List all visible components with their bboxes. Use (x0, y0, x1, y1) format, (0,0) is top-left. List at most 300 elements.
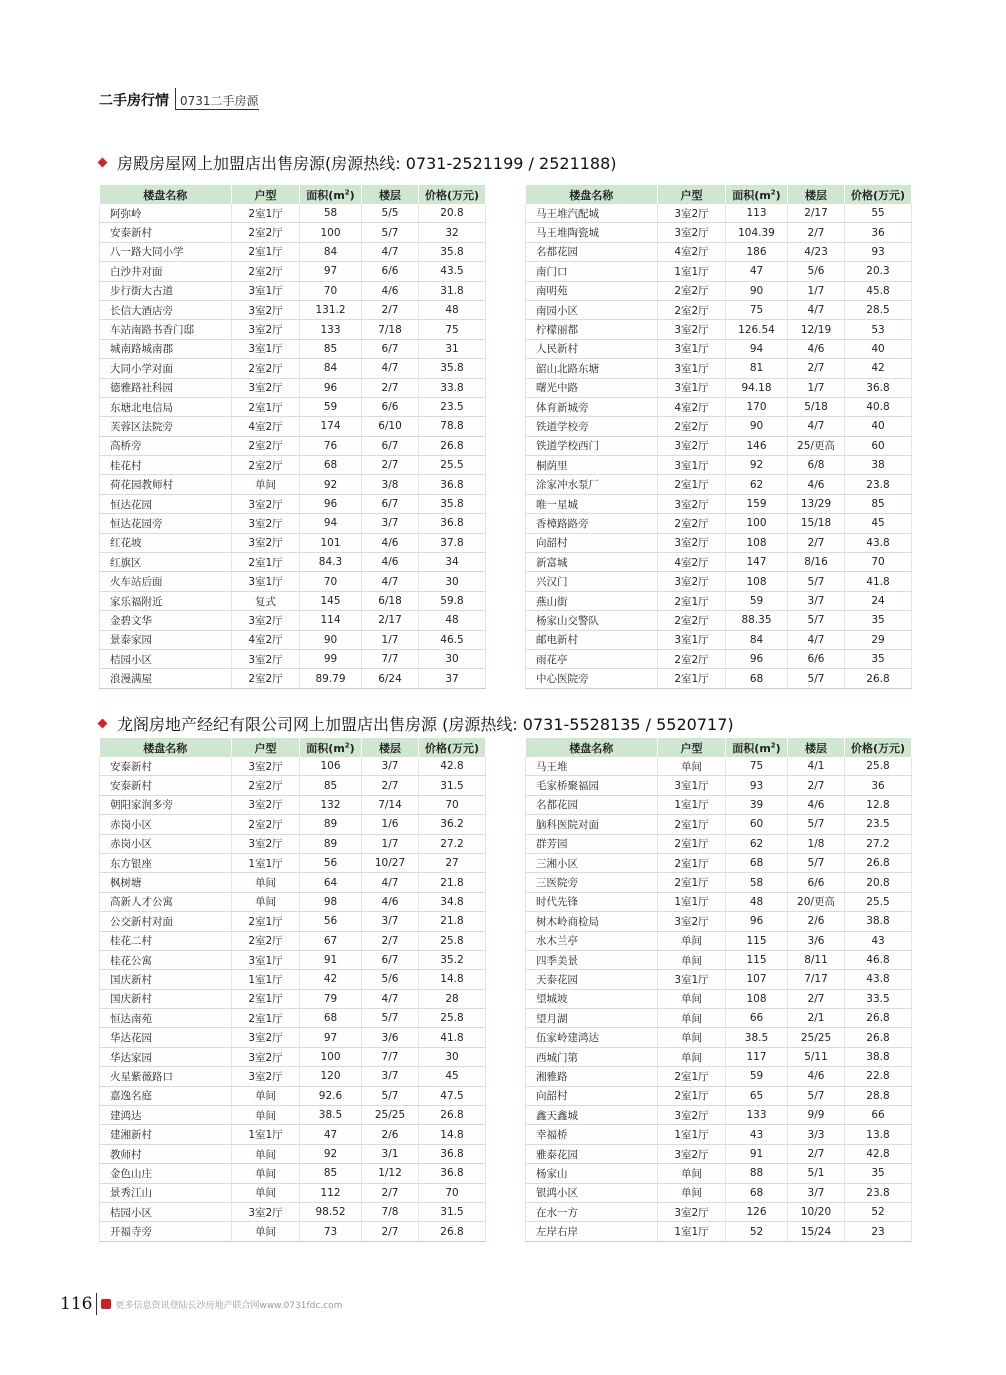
layout-cell: 4室2厅 (658, 397, 726, 416)
area-cell: 170 (726, 397, 788, 416)
table-row (100, 553, 486, 572)
floor-cell: 6/6 (788, 649, 845, 668)
price-cell: 26.8 (845, 853, 912, 872)
price-cell: 35.8 (419, 359, 486, 378)
area-cell: 174 (300, 417, 362, 436)
property-name-cell: 杨家山 (526, 1164, 658, 1183)
price-cell: 42 (845, 359, 912, 378)
price-cell: 36.2 (419, 815, 486, 834)
floor-cell: 2/17 (788, 204, 845, 223)
table-row (100, 1202, 486, 1221)
layout-cell: 2室1厅 (658, 591, 726, 610)
floor-cell: 2/7 (362, 1183, 419, 1202)
area-cell: 98 (300, 892, 362, 911)
col-layout-header: 户型 (658, 738, 726, 757)
area-cell: 85 (300, 339, 362, 358)
price-cell: 38.8 (845, 1047, 912, 1066)
property-name-cell: 铁道学校旁 (526, 417, 658, 436)
table-row (100, 970, 486, 989)
table-row (100, 1222, 486, 1241)
price-cell: 28.5 (845, 300, 912, 319)
table-row (526, 1202, 912, 1221)
table-row (100, 572, 486, 591)
layout-cell: 单间 (232, 1164, 300, 1183)
layout-cell: 2室1厅 (658, 873, 726, 892)
col-name-header: 楼盘名称 (100, 738, 232, 757)
floor-cell: 4/7 (788, 630, 845, 649)
price-cell: 35 (845, 649, 912, 668)
property-name-cell: 新富城 (526, 553, 658, 572)
table-row (100, 873, 486, 892)
layout-cell: 2室1厅 (658, 853, 726, 872)
table-row (100, 815, 486, 834)
price-cell: 20.8 (845, 873, 912, 892)
table-row (526, 1125, 912, 1144)
price-cell: 33.8 (419, 378, 486, 397)
layout-cell: 单间 (232, 1144, 300, 1163)
table-row (100, 649, 486, 668)
property-name-cell: 红花坡 (100, 533, 232, 552)
section-1-title-text: 房殿房屋网上加盟店出售房源(房源热线: 0731-2521199 / 2521188) (117, 154, 617, 173)
floor-cell: 1/7 (362, 834, 419, 853)
area-cell: 93 (726, 776, 788, 795)
price-cell: 34 (419, 553, 486, 572)
layout-cell: 2室1厅 (658, 669, 726, 688)
floor-cell: 15/18 (788, 514, 845, 533)
floor-cell: 3/7 (362, 757, 419, 776)
area-cell: 98.52 (300, 1202, 362, 1221)
price-cell: 37 (419, 669, 486, 688)
area-cell: 84.3 (300, 553, 362, 572)
table-row (526, 494, 912, 513)
property-name-cell: 鑫天鑫城 (526, 1106, 658, 1125)
property-name-cell: 芙蓉区法院旁 (100, 417, 232, 436)
floor-cell: 15/24 (788, 1222, 845, 1241)
area-cell: 97 (300, 262, 362, 281)
area-cell: 92.6 (300, 1086, 362, 1105)
area-cell: 108 (726, 533, 788, 552)
price-cell: 60 (845, 436, 912, 455)
layout-cell: 3室2厅 (232, 649, 300, 668)
table-row (526, 533, 912, 552)
floor-cell: 4/23 (788, 242, 845, 261)
floor-cell: 7/17 (788, 970, 845, 989)
area-cell: 120 (300, 1067, 362, 1086)
table-row (526, 553, 912, 572)
floor-cell: 5/18 (788, 397, 845, 416)
table-row (526, 1164, 912, 1183)
price-cell: 31.8 (419, 281, 486, 300)
table-row (100, 223, 486, 242)
layout-cell: 4室2厅 (232, 417, 300, 436)
property-name-cell: 步行街大古道 (100, 281, 232, 300)
layout-cell: 复式 (232, 591, 300, 610)
layout-cell: 单间 (232, 1086, 300, 1105)
price-cell: 27.2 (419, 834, 486, 853)
area-cell: 47 (300, 1125, 362, 1144)
price-cell: 70 (419, 795, 486, 814)
table-row (526, 1183, 912, 1202)
price-cell: 22.8 (845, 1067, 912, 1086)
table-row (526, 281, 912, 300)
area-cell: 38.5 (726, 1028, 788, 1047)
table-row (526, 1009, 912, 1028)
layout-cell: 3室2厅 (232, 494, 300, 513)
table-row (100, 339, 486, 358)
layout-cell: 3室1厅 (658, 456, 726, 475)
floor-cell: 6/10 (362, 417, 419, 436)
listing-table (525, 185, 912, 689)
area-header-close: ) (349, 741, 355, 755)
section-2-title (99, 712, 734, 735)
floor-cell: 3/6 (362, 1028, 419, 1047)
property-name-cell: 赤岗小区 (100, 834, 232, 853)
floor-cell: 2/7 (362, 931, 419, 950)
area-cell: 147 (726, 553, 788, 572)
floor-cell: 5/5 (362, 204, 419, 223)
area-cell: 59 (300, 397, 362, 416)
layout-cell: 2室2厅 (658, 611, 726, 630)
table-row (100, 611, 486, 630)
layout-cell: 3室2厅 (658, 436, 726, 455)
floor-cell: 4/1 (788, 757, 845, 776)
layout-cell: 3室2厅 (232, 1028, 300, 1047)
table-row (100, 378, 486, 397)
price-cell: 35 (845, 1164, 912, 1183)
property-name-cell: 嘉逸名庭 (100, 1086, 232, 1105)
property-name-cell: 火车站后面 (100, 572, 232, 591)
area-cell: 90 (300, 630, 362, 649)
floor-cell: 4/7 (788, 300, 845, 319)
floor-cell: 4/6 (788, 1067, 845, 1086)
floor-cell: 2/7 (788, 359, 845, 378)
price-cell: 43.8 (845, 970, 912, 989)
property-name-cell: 桂花村 (100, 456, 232, 475)
layout-cell: 3室2厅 (232, 757, 300, 776)
area-cell: 186 (726, 242, 788, 261)
property-name-cell: 桐荫里 (526, 456, 658, 475)
floor-cell: 5/7 (788, 669, 845, 688)
property-name-cell: 东方银座 (100, 853, 232, 872)
area-cell: 91 (300, 950, 362, 969)
table-row (526, 456, 912, 475)
table-row (526, 795, 912, 814)
property-name-cell: 望城坡 (526, 989, 658, 1008)
layout-cell: 2室2厅 (658, 514, 726, 533)
area-header-text: 面积(m (306, 188, 345, 202)
price-cell: 35.8 (419, 494, 486, 513)
layout-cell: 1室1厅 (658, 262, 726, 281)
area-cell: 59 (726, 591, 788, 610)
floor-cell: 5/7 (788, 611, 845, 630)
floor-cell: 2/7 (362, 456, 419, 475)
table-row (100, 494, 486, 513)
price-cell: 21.8 (419, 912, 486, 931)
layout-cell: 3室1厅 (658, 630, 726, 649)
floor-cell: 12/19 (788, 320, 845, 339)
price-cell: 36 (845, 776, 912, 795)
table-row (526, 204, 912, 223)
property-name-cell: 景泰家园 (100, 630, 232, 649)
layout-cell: 单间 (658, 1009, 726, 1028)
table-row (526, 970, 912, 989)
floor-cell: 6/6 (788, 873, 845, 892)
price-cell: 53 (845, 320, 912, 339)
layout-cell: 单间 (232, 873, 300, 892)
area-cell: 104.39 (726, 223, 788, 242)
layout-cell: 1室1厅 (658, 795, 726, 814)
property-name-cell: 杨家山交警队 (526, 611, 658, 630)
property-name-cell: 时代先锋 (526, 892, 658, 911)
layout-cell: 3室1厅 (658, 339, 726, 358)
property-name-cell: 邮电新村 (526, 630, 658, 649)
layout-cell: 3室2厅 (232, 300, 300, 319)
area-cell: 100 (300, 223, 362, 242)
price-cell: 47.5 (419, 1086, 486, 1105)
property-name-cell: 高桥旁 (100, 436, 232, 455)
layout-cell: 2室1厅 (232, 553, 300, 572)
layout-cell: 2室2厅 (658, 649, 726, 668)
property-name-cell: 唯一星城 (526, 494, 658, 513)
area-cell: 92 (726, 456, 788, 475)
layout-cell: 2室1厅 (658, 815, 726, 834)
table-row (100, 1047, 486, 1066)
property-name-cell: 体育新城旁 (526, 397, 658, 416)
table-row (526, 950, 912, 969)
page-header (99, 88, 259, 110)
property-name-cell: 荷花园教师村 (100, 475, 232, 494)
layout-cell: 单间 (232, 1183, 300, 1202)
table-row (100, 1106, 486, 1125)
area-cell: 79 (300, 989, 362, 1008)
layout-cell: 单间 (658, 950, 726, 969)
area-cell: 91 (726, 1144, 788, 1163)
layout-cell: 2室2厅 (658, 417, 726, 436)
floor-cell: 1/7 (788, 378, 845, 397)
floor-cell: 2/6 (362, 1125, 419, 1144)
table-row (100, 456, 486, 475)
price-cell: 33.5 (845, 989, 912, 1008)
property-name-cell: 城南路城南郡 (100, 339, 232, 358)
table-row (100, 1067, 486, 1086)
price-cell: 26.8 (419, 436, 486, 455)
layout-cell: 1室1厅 (232, 970, 300, 989)
property-name-cell: 湘雅路 (526, 1067, 658, 1086)
table-row (526, 776, 912, 795)
table-header-row (526, 185, 912, 204)
layout-cell: 单间 (658, 1028, 726, 1047)
table-row (526, 475, 912, 494)
property-name-cell: 涂家冲水泵厂 (526, 475, 658, 494)
price-cell: 70 (419, 1183, 486, 1202)
price-cell: 36.8 (419, 1164, 486, 1183)
layout-cell: 3室1厅 (232, 339, 300, 358)
price-cell: 40 (845, 339, 912, 358)
layout-cell: 2室1厅 (232, 1009, 300, 1028)
price-cell: 37.8 (419, 533, 486, 552)
price-cell: 30 (419, 572, 486, 591)
layout-cell: 3室1厅 (232, 281, 300, 300)
floor-cell: 5/11 (788, 1047, 845, 1066)
property-name-cell: 西城门第 (526, 1047, 658, 1066)
floor-cell: 7/7 (362, 1047, 419, 1066)
layout-cell: 单间 (232, 892, 300, 911)
price-cell: 45.8 (845, 281, 912, 300)
property-name-cell: 雨花亭 (526, 649, 658, 668)
floor-cell: 7/18 (362, 320, 419, 339)
layout-cell: 3室2厅 (232, 795, 300, 814)
floor-cell: 2/1 (788, 1009, 845, 1028)
table-row (100, 281, 486, 300)
floor-cell: 3/8 (362, 475, 419, 494)
floor-cell: 6/7 (362, 494, 419, 513)
area-cell: 108 (726, 572, 788, 591)
price-cell: 43 (845, 931, 912, 950)
table-row (526, 359, 912, 378)
property-name-cell: 柠檬丽都 (526, 320, 658, 339)
floor-cell: 1/6 (362, 815, 419, 834)
floor-cell: 5/6 (362, 970, 419, 989)
table-row (526, 873, 912, 892)
table-row (100, 417, 486, 436)
layout-cell: 3室2厅 (658, 912, 726, 931)
area-header-sup: 2 (770, 187, 776, 196)
table-row (100, 853, 486, 872)
area-cell: 75 (726, 757, 788, 776)
property-name-cell: 东塘北电信局 (100, 397, 232, 416)
price-cell: 23.8 (845, 1183, 912, 1202)
price-cell: 23.5 (419, 397, 486, 416)
layout-cell: 2室1厅 (658, 1067, 726, 1086)
property-name-cell: 树木岭商检局 (526, 912, 658, 931)
area-cell: 59 (726, 1067, 788, 1086)
table-row (100, 1009, 486, 1028)
table-row (526, 853, 912, 872)
layout-cell: 1室1厅 (232, 853, 300, 872)
area-cell: 145 (300, 591, 362, 610)
area-cell: 62 (726, 834, 788, 853)
price-cell: 30 (419, 1047, 486, 1066)
layout-cell: 3室1厅 (658, 776, 726, 795)
floor-cell: 13/29 (788, 494, 845, 513)
header-category: 二手房行情 (99, 93, 169, 109)
table-row (526, 669, 912, 688)
footer-website-text: 更多信息资讯登陆长沙房地产联合网www.0731fdc.com (115, 1300, 343, 1311)
floor-cell: 4/7 (362, 572, 419, 591)
table-row (526, 757, 912, 776)
price-cell: 26.8 (419, 1222, 486, 1241)
floor-cell: 7/14 (362, 795, 419, 814)
price-cell: 93 (845, 242, 912, 261)
property-name-cell: 国庆新村 (100, 989, 232, 1008)
layout-cell: 2室2厅 (232, 776, 300, 795)
area-cell: 97 (300, 1028, 362, 1047)
area-cell: 126 (726, 1202, 788, 1221)
header-subcategory: 0731二手房源 (176, 94, 259, 110)
layout-cell: 单间 (658, 757, 726, 776)
floor-cell: 5/7 (362, 1086, 419, 1105)
layout-cell: 2室2厅 (232, 262, 300, 281)
price-cell: 36 (845, 223, 912, 242)
price-cell: 66 (845, 1106, 912, 1125)
property-name-cell: 幸福桥 (526, 1125, 658, 1144)
table-row (100, 397, 486, 416)
property-name-cell: 白沙井对面 (100, 262, 232, 281)
layout-cell: 单间 (658, 989, 726, 1008)
price-cell: 43.5 (419, 262, 486, 281)
area-header-sup: 2 (344, 740, 350, 749)
floor-cell: 6/7 (362, 339, 419, 358)
col-floor-header: 楼层 (362, 185, 419, 204)
price-cell: 32 (419, 223, 486, 242)
property-name-cell: 在水一方 (526, 1202, 658, 1221)
price-cell: 36.8 (419, 475, 486, 494)
layout-cell: 2室2厅 (232, 931, 300, 950)
area-cell: 64 (300, 873, 362, 892)
area-cell: 89.79 (300, 669, 362, 688)
area-cell: 56 (300, 853, 362, 872)
floor-cell: 3/7 (788, 1183, 845, 1202)
price-cell: 30 (419, 649, 486, 668)
floor-cell: 5/7 (362, 223, 419, 242)
property-name-cell: 高新人才公寓 (100, 892, 232, 911)
col-name-header: 楼盘名称 (100, 185, 232, 204)
floor-cell: 4/7 (788, 417, 845, 436)
price-cell: 35.8 (419, 242, 486, 261)
area-cell: 52 (726, 1222, 788, 1241)
layout-cell: 单间 (658, 1164, 726, 1183)
floor-cell: 4/6 (362, 892, 419, 911)
area-cell: 88 (726, 1164, 788, 1183)
floor-cell: 2/17 (362, 611, 419, 630)
property-name-cell: 长信大酒店旁 (100, 300, 232, 319)
table-row (526, 1047, 912, 1066)
price-cell: 14.8 (419, 970, 486, 989)
price-cell: 20.8 (419, 204, 486, 223)
table-row (100, 359, 486, 378)
layout-cell: 1室1厅 (232, 1125, 300, 1144)
price-cell: 25.5 (419, 456, 486, 475)
table-row (526, 436, 912, 455)
price-cell: 55 (845, 204, 912, 223)
table-row (100, 514, 486, 533)
area-cell: 56 (300, 912, 362, 931)
layout-cell: 3室2厅 (658, 320, 726, 339)
table-row (100, 630, 486, 649)
bullet-diamond-icon (98, 158, 108, 168)
table-row (100, 931, 486, 950)
table-row (100, 757, 486, 776)
table-row (100, 1144, 486, 1163)
area-cell: 146 (726, 436, 788, 455)
price-cell: 26.8 (845, 1009, 912, 1028)
price-cell: 23 (845, 1222, 912, 1241)
col-price-header: 价格(万元) (845, 738, 912, 757)
layout-cell: 3室2厅 (658, 1202, 726, 1221)
floor-cell: 4/7 (362, 873, 419, 892)
area-cell: 76 (300, 436, 362, 455)
property-name-cell: 四季美景 (526, 950, 658, 969)
table-row (526, 834, 912, 853)
house-logo-icon (101, 1299, 111, 1309)
floor-cell: 3/3 (788, 1125, 845, 1144)
floor-cell: 20/更高 (788, 892, 845, 911)
floor-cell: 2/7 (362, 776, 419, 795)
layout-cell: 3室1厅 (658, 359, 726, 378)
floor-cell: 3/1 (362, 1144, 419, 1163)
col-area-header (726, 738, 788, 757)
floor-cell: 1/7 (788, 281, 845, 300)
